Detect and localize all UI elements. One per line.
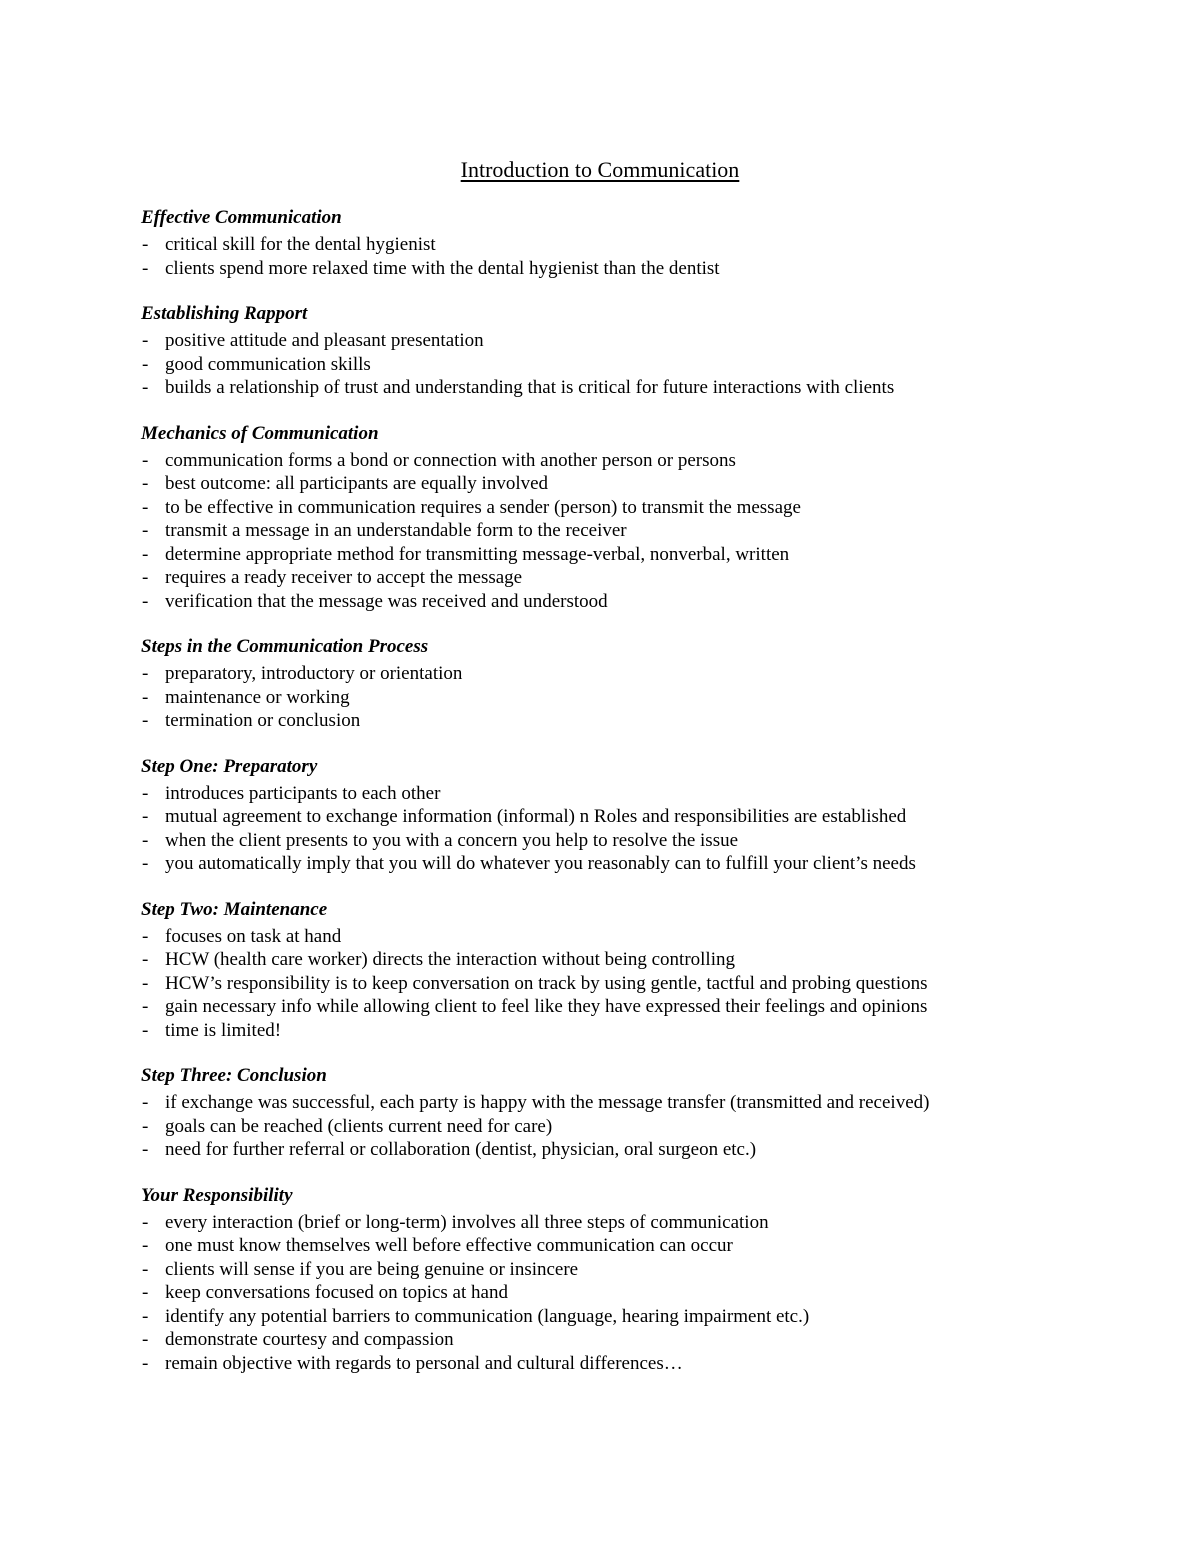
bullet-dash-icon: -: [142, 1352, 149, 1374]
list-item: [141, 1211, 1151, 1235]
list-item: [141, 1281, 1151, 1305]
list-item: [141, 782, 1151, 806]
list-item: [141, 449, 1151, 473]
list-item-text: critical skill for the dental hygienist: [165, 234, 436, 255]
list-item: [141, 566, 1151, 590]
bullet-dash-icon: -: [142, 1115, 149, 1137]
section-heading: Your Responsibility: [141, 1184, 293, 1206]
bullet-dash-icon: -: [142, 972, 149, 994]
list-item: [141, 543, 1151, 567]
list-item-text: clients will sense if you are being genuine or insincere: [165, 1258, 579, 1280]
section-heading: Mechanics of Communication: [141, 422, 379, 444]
bullet-dash-icon: -: [142, 996, 149, 1017]
section: [141, 634, 1151, 733]
section-heading: Step Three: Conclusion: [141, 1065, 327, 1086]
bullet-dash-icon: -: [142, 829, 149, 851]
section-heading: Step One: Preparatory: [141, 755, 318, 777]
list-item-text: focuses on task at hand: [165, 925, 342, 947]
list-item: [141, 1234, 1151, 1258]
list-item-text: gain necessary info while allowing client to feel like they have expressed their feelings and opinions: [165, 996, 928, 1017]
section: [141, 301, 1151, 400]
list-item-text: keep conversations focused on topics at hand: [165, 1282, 508, 1303]
section: [141, 897, 1151, 1043]
section-heading: Establishing Rapport: [141, 303, 308, 324]
list-item-text: goals can be reached (clients current need for care): [165, 1115, 553, 1137]
list-item: [141, 1091, 1151, 1115]
list-item-text: remain objective with regards to personal and cultural differences…: [165, 1352, 683, 1374]
list-item: [141, 1328, 1151, 1352]
list-item: [141, 1258, 1151, 1282]
list-item-text: preparatory, introductory or orientation: [165, 663, 463, 684]
list-item: [141, 925, 1151, 949]
bullet-dash-icon: -: [142, 925, 149, 947]
bullet-dash-icon: -: [142, 1019, 149, 1041]
list-item: [141, 496, 1151, 520]
list-item-text: communication forms a bond or connection with another person or persons: [165, 449, 736, 471]
list-item-text: every interaction (brief or long-term) involves all three steps of communication: [165, 1211, 769, 1233]
list-item-text: time is limited!: [165, 1019, 282, 1041]
document-title: Introduction to Communication: [460, 157, 740, 182]
bullet-dash-icon: -: [142, 1305, 149, 1327]
list-item-text: termination or conclusion: [165, 710, 361, 731]
bullet-dash-icon: -: [142, 853, 149, 874]
list-item: [141, 709, 1151, 733]
bullet-dash-icon: -: [142, 377, 149, 398]
list-item-text: best outcome: all participants are equally involved: [165, 473, 549, 494]
bullet-dash-icon: -: [142, 590, 149, 612]
section: [141, 754, 1151, 876]
list-item-text: introduces participants to each other: [165, 782, 441, 804]
bullet-dash-icon: -: [142, 686, 149, 708]
bullet-dash-icon: -: [142, 1258, 149, 1280]
document-body: [141, 205, 1151, 1396]
bullet-list: [141, 662, 1151, 733]
bullet-dash-icon: -: [142, 782, 149, 804]
bullet-dash-icon: -: [142, 949, 149, 970]
section: [141, 421, 1151, 614]
bullet-list: [141, 782, 1151, 876]
list-item: [141, 1352, 1151, 1376]
list-item-text: maintenance or working: [165, 686, 350, 708]
bullet-list: [141, 925, 1151, 1043]
bullet-dash-icon: -: [142, 663, 149, 684]
list-item: [141, 257, 1151, 281]
section: [141, 1183, 1151, 1376]
list-item-text: builds a relationship of trust and understanding that is critical for future interactions with clients: [165, 377, 895, 398]
list-item-text: requires a ready receiver to accept the message: [165, 567, 523, 588]
list-item-text: determine appropriate method for transmitting message-verbal, nonverbal, written: [165, 543, 790, 565]
list-item-text: mutual agreement to exchange information (informal) n Roles and responsibilities are established: [165, 806, 907, 827]
bullet-dash-icon: -: [142, 520, 149, 541]
list-item: [141, 662, 1151, 686]
list-item: [141, 590, 1151, 614]
bullet-dash-icon: -: [142, 1235, 149, 1256]
list-item-text: need for further referral or collaboration (dentist, physician, oral surgeon etc.): [165, 1139, 757, 1160]
section-heading: Steps in the Communication Process: [141, 636, 429, 657]
list-item: [141, 1305, 1151, 1329]
list-item-text: one must know themselves well before effective communication can occur: [165, 1235, 733, 1256]
list-item-text: transmit a message in an understandable form to the receiver: [165, 520, 627, 541]
bullet-dash-icon: -: [142, 1092, 149, 1113]
bullet-dash-icon: -: [142, 257, 149, 279]
section-heading: Effective Communication: [141, 207, 342, 228]
list-item-text: positive attitude and pleasant presentation: [165, 330, 484, 351]
bullet-list: [141, 449, 1151, 614]
section: [141, 205, 1151, 280]
bullet-dash-icon: -: [142, 449, 149, 471]
list-item-text: identify any potential barriers to communication (language, hearing impairment etc.): [165, 1305, 810, 1327]
list-item: [141, 1115, 1151, 1139]
bullet-dash-icon: -: [142, 1282, 149, 1303]
bullet-dash-icon: -: [142, 330, 149, 351]
list-item-text: HCW’s responsibility is to keep conversation on track by using gentle, tactful and probing questions: [165, 972, 928, 994]
section-heading: Step Two: Maintenance: [141, 898, 328, 920]
list-item-text: verification that the message was received and understood: [165, 590, 608, 612]
list-item: [141, 353, 1151, 377]
list-item-text: if exchange was successful, each party is happy with the message transfer (transmitted and received): [165, 1092, 930, 1113]
bullet-dash-icon: -: [142, 496, 149, 518]
list-item-text: HCW (health care worker) directs the interaction without being controlling: [165, 949, 735, 970]
bullet-dash-icon: -: [142, 1329, 149, 1350]
list-item: [141, 852, 1151, 876]
bullet-dash-icon: -: [142, 353, 149, 375]
bullet-list: [141, 329, 1151, 400]
list-item: [141, 686, 1151, 710]
list-item: [141, 829, 1151, 853]
list-item: [141, 995, 1151, 1019]
section: [141, 1063, 1151, 1162]
bullet-dash-icon: -: [142, 473, 149, 494]
list-item-text: demonstrate courtesy and compassion: [165, 1329, 454, 1350]
list-item-text: you automatically imply that you will do whatever you reasonably can to fulfill your client’s needs: [165, 853, 916, 874]
bullet-dash-icon: -: [142, 543, 149, 565]
list-item-text: clients spend more relaxed time with the dental hygienist than the dentist: [165, 257, 720, 279]
bullet-list: [141, 1211, 1151, 1376]
bullet-dash-icon: -: [142, 567, 149, 588]
list-item-text: good communication skills: [165, 353, 371, 375]
list-item: [141, 519, 1151, 543]
list-item: [141, 1019, 1151, 1043]
bullet-dash-icon: -: [142, 1139, 149, 1160]
list-item-text: to be effective in communication requires a sender (person) to transmit the message: [165, 496, 801, 518]
list-item: [141, 376, 1151, 400]
bullet-dash-icon: -: [142, 1211, 149, 1233]
list-item: [141, 329, 1151, 353]
list-item: [141, 972, 1151, 996]
bullet-list: [141, 1091, 1151, 1162]
bullet-dash-icon: -: [142, 710, 149, 731]
bullet-dash-icon: -: [142, 806, 149, 827]
list-item: [141, 233, 1151, 257]
list-item: [141, 948, 1151, 972]
bullet-dash-icon: -: [142, 234, 149, 255]
list-item: [141, 1138, 1151, 1162]
list-item-text: when the client presents to you with a concern you help to resolve the issue: [165, 829, 739, 851]
bullet-list: [141, 233, 1151, 280]
list-item: [141, 805, 1151, 829]
list-item: [141, 472, 1151, 496]
